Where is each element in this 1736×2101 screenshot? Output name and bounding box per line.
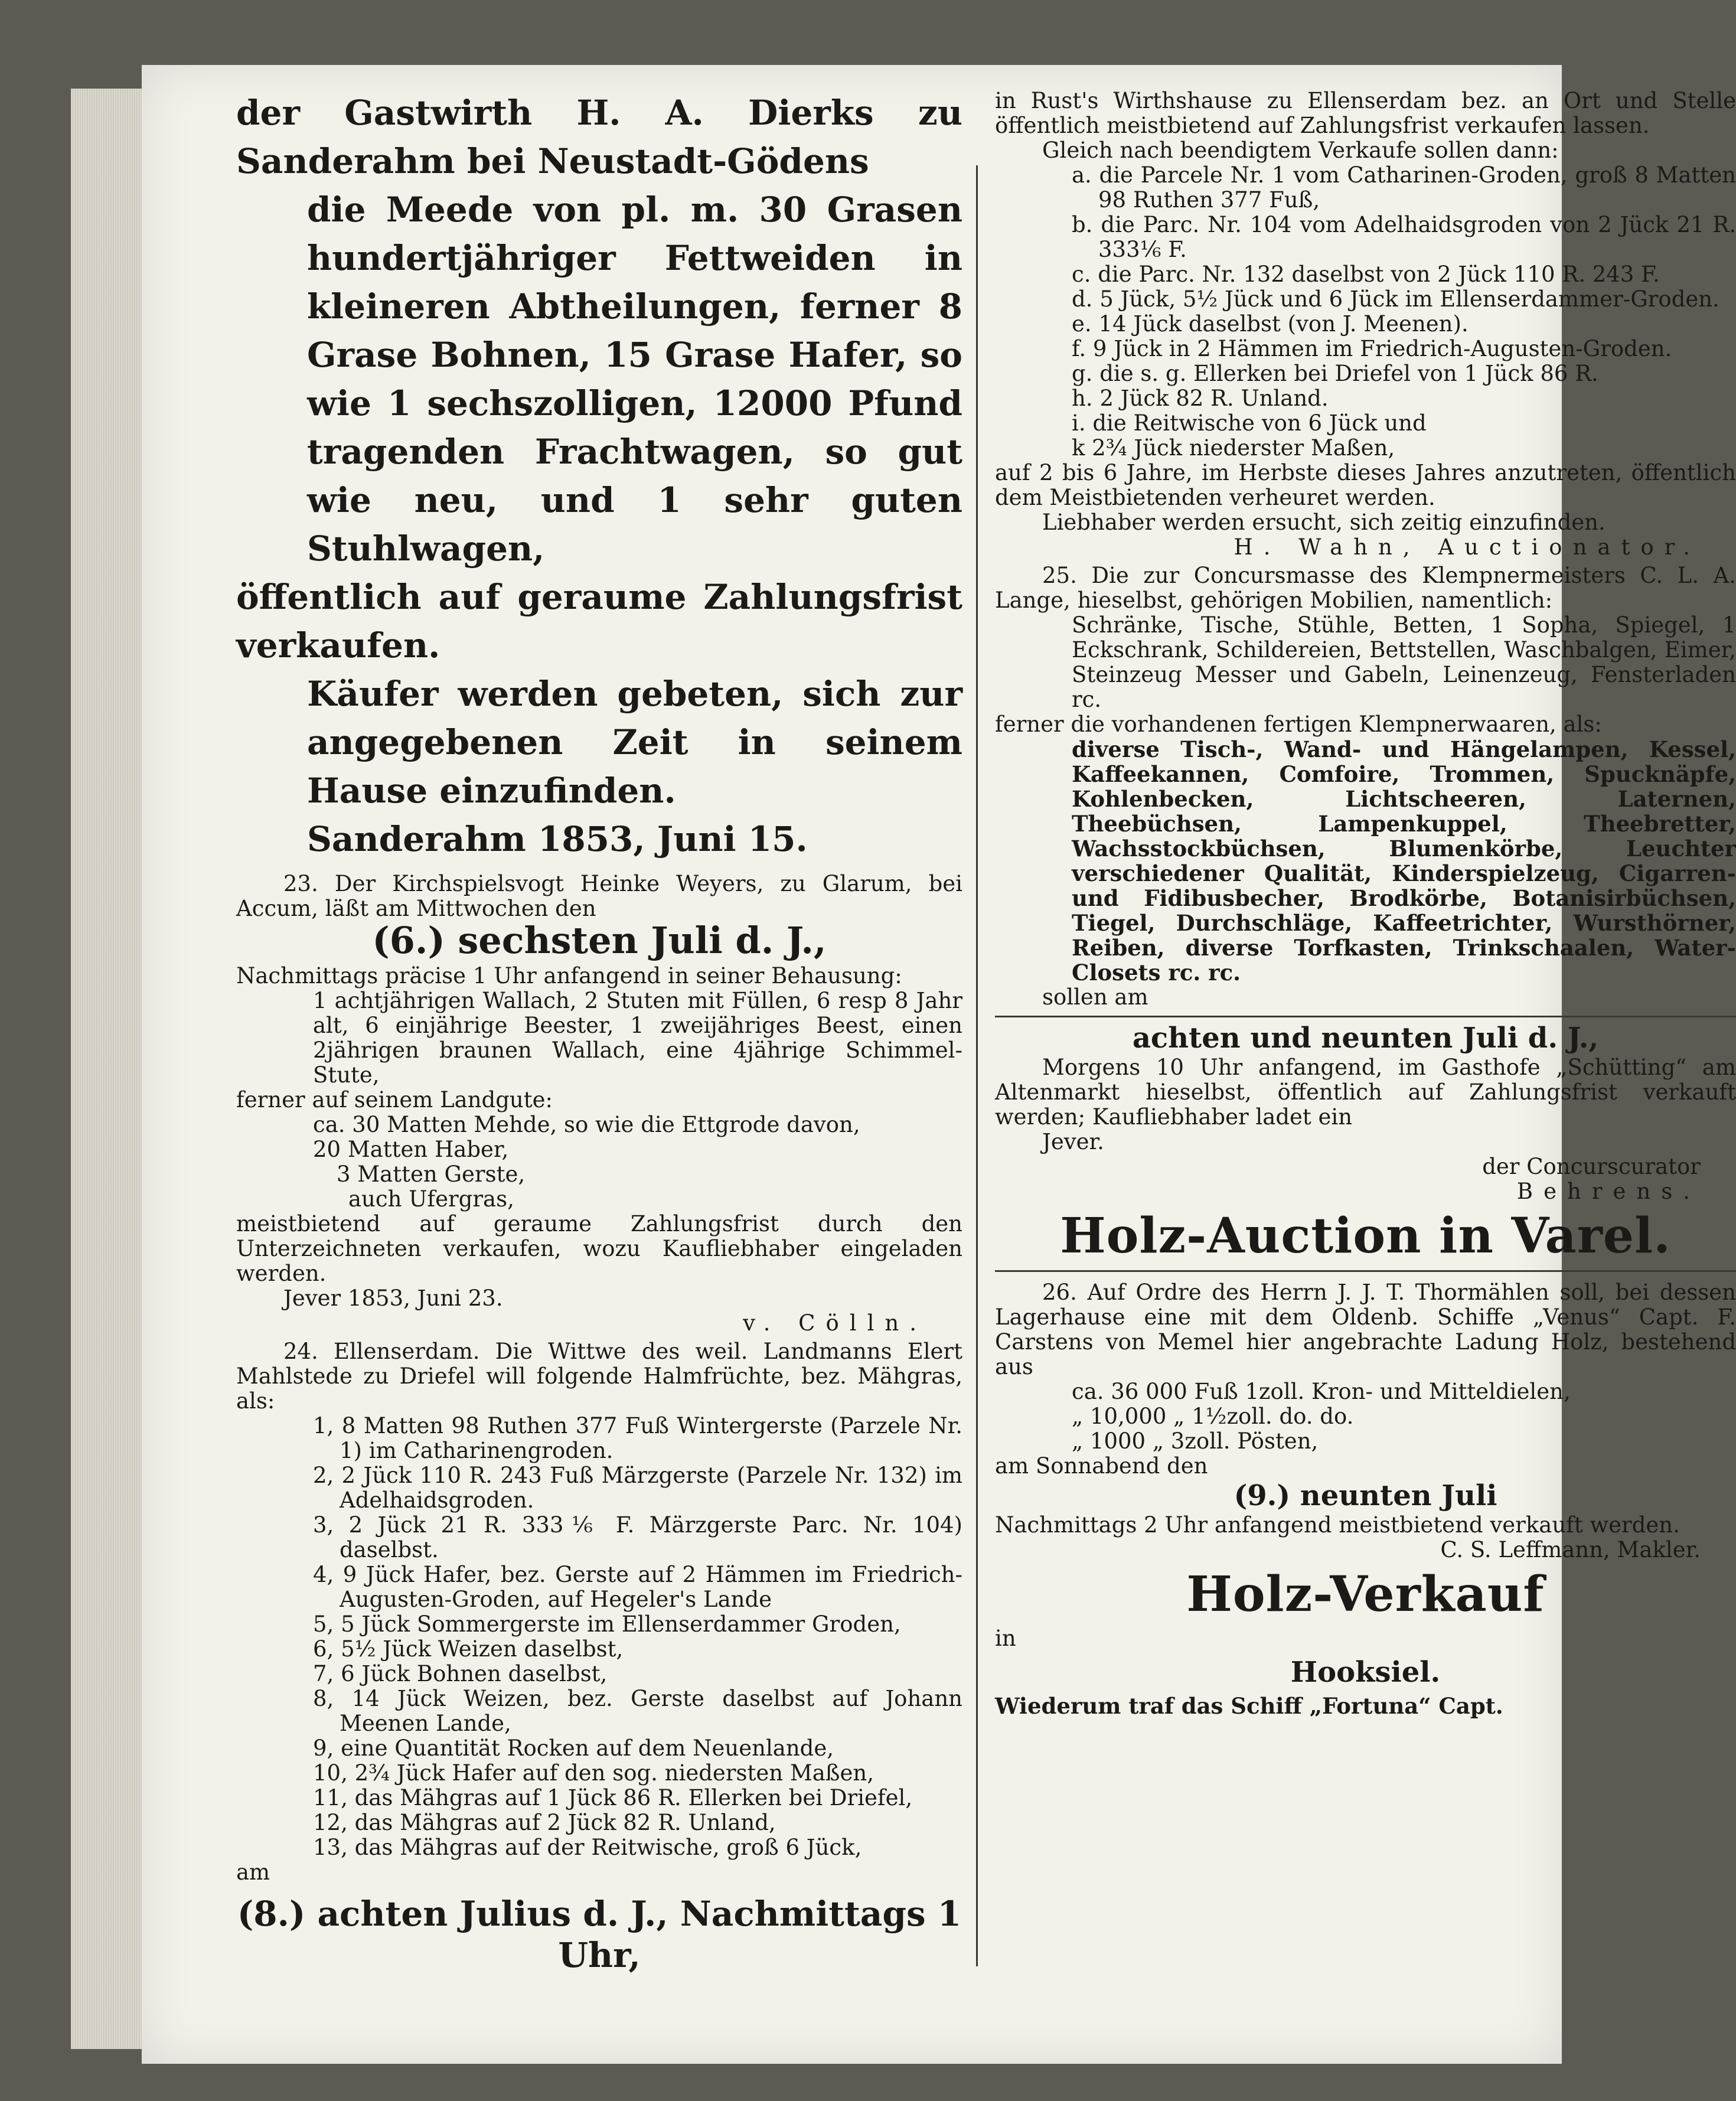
n25-intro: 25. Die zur Concursmasse des Klempnermeisters C. L. A. Lange, hieselbst, gehörigen Mobilien, namentlich: bbox=[995, 563, 1736, 613]
n25-place: Jever. bbox=[1042, 1129, 1104, 1154]
verkauf-place: Hooksiel. bbox=[1290, 1656, 1441, 1689]
n24-item: 11, das Mähgras auf 1 Jück 86 R. Ellerken bei Driefel, bbox=[313, 1785, 913, 1810]
n23-close: meistbietend auf geraume Zahlungsfrist durch den Unterzeichneten verkaufen, wozu Kaufliebhaber eingeladen werden. bbox=[236, 1211, 962, 1286]
n24-then: Gleich nach beendigtem Verkaufe sollen dann: bbox=[1042, 138, 1559, 163]
n23-item: ferner auf seinem Landgute: bbox=[236, 1087, 553, 1113]
n25-text: Morgens 10 Uhr anfangend, im Gasthofe „Schütting“ am Altenmarkt hieselbst, öffentlich auf Zahlungsfrist verkauft werden; Kaufliebhaber ladet ein bbox=[995, 1055, 1736, 1130]
n25-sign1: der Concurscurator bbox=[1482, 1154, 1701, 1179]
dierks-invite: Käufer werden gebeten, sich zur angegebenen Zeit in seinem Hause einzufinden. bbox=[307, 674, 962, 811]
n24-parcel: a. die Parcele Nr. 1 vom Catharinen-Groden, groß 8 Matten 98 Ruthen 377 Fuß, bbox=[1072, 162, 1736, 213]
n25-sollen: sollen am bbox=[1042, 984, 1148, 1010]
n24-item: 2, 2 Jück 110 R. 243 Fuß Märzgerste (Parzele Nr. 132) im Adelhaidsgroden. bbox=[313, 1463, 962, 1513]
n25-date: achten und neunten Juli d. J., bbox=[1132, 1022, 1599, 1055]
n24-item: 9, eine Quantität Rocken auf dem Neuenlande, bbox=[313, 1735, 834, 1761]
n26-text2: Nachmittags 2 Uhr anfangend meistbietend verkauft werden. bbox=[995, 1512, 1680, 1538]
n24-item: 3, 2 Jück 21 R. 333⅙ F. Märzgerste Parc. Nr. 104) daselbst. bbox=[313, 1512, 962, 1562]
n26-item: „ 1000 „ 3zoll. Pösten, bbox=[1072, 1428, 1319, 1454]
n24-parcel: c. die Parc. Nr. 132 daselbst von 2 Jück 110 R. 243 F. bbox=[1072, 262, 1660, 287]
n23-item: 20 Matten Haber, bbox=[313, 1137, 509, 1162]
n24-parcel: h. 2 Jück 82 R. Unland. bbox=[1072, 386, 1329, 411]
n25-items: Schränke, Tische, Stühle, Betten, 1 Sopha, Spiegel, 1 Eckschrank, Schildereien, Bettstellen, Waschbalgen, Eimer, Steinzeug Messer und Gabeln, Leinenzeug, Fensterladen rc. bbox=[1072, 612, 1736, 712]
dierks-goods: die Meede von pl. m. 30 Grasen hundertjähriger Fettweiden in kleineren Abtheilungen, ferner 8 Grase Bohnen, 15 Grase Hafer, so wie 1 sechszolligen, 12000 Pfund tragenden Frachtwagen, so gut wie neu, und 1 sehr guten Stuhlwagen, bbox=[307, 190, 962, 569]
n24-parcel: b. die Parc. Nr. 104 vom Adelhaidsgroden von 2 Jück 21 R. 333⅙ F. bbox=[1072, 212, 1736, 262]
n24-item: 13, das Mähgras auf der Reitwische, groß 6 Jück, bbox=[313, 1835, 862, 1860]
n23-place: Jever 1853, Juni 23. bbox=[283, 1286, 503, 1311]
n24-item: 12, das Mähgras auf 2 Jück 82 R. Unland, bbox=[313, 1810, 776, 1835]
n26-am: am Sonnabend den bbox=[995, 1453, 1208, 1479]
n24-lease: auf 2 bis 6 Jahre, im Herbste dieses Jahres anzutreten, öffentlich dem Meistbietenden verheuret werden. bbox=[995, 460, 1736, 510]
n23-date: (6.) sechsten Juli d. J., bbox=[372, 919, 827, 962]
n24-invite: Liebhaber werden ersucht, sich zeitig einzufinden. bbox=[1042, 510, 1606, 535]
section-rule bbox=[995, 1270, 1736, 1272]
n24-parcel: f. 9 Jück in 2 Hämmen im Friedrich-Augusten-Groden. bbox=[1072, 336, 1672, 361]
column-divider bbox=[976, 165, 978, 1966]
n24-intro: 24. Ellenserdam. Die Wittwe des weil. Landmanns Elert Mahlstede zu Driefel will folgende Halmfrüchte, bez. Mähgras, als: bbox=[236, 1339, 962, 1414]
n23-item: ca. 30 Matten Mehde, so wie die Ettgrode davon, bbox=[313, 1112, 860, 1137]
n25-more: ferner die vorhandenen fertigen Klempnerwaaren, als: bbox=[995, 712, 1602, 737]
dierks-date: Sanderahm 1853, Juni 15. bbox=[307, 819, 808, 859]
n23-item: 3 Matten Gerste, bbox=[337, 1162, 526, 1187]
n24-parcel: e. 14 Jück daselbst (von J. Meenen). bbox=[1072, 311, 1469, 337]
left-column bbox=[236, 89, 962, 1984]
n24-cont: in Rust's Wirthshause zu Ellenserdam bez. an Ort und Stelle öffentlich meistbietend auf Zahlungsfrist verkaufen lassen. bbox=[995, 88, 1736, 138]
notice-23 bbox=[236, 872, 962, 1336]
n24-item: 7, 6 Jück Bohnen daselbst, bbox=[313, 1661, 608, 1686]
notice-25 bbox=[995, 563, 1736, 1204]
n24-item: 10, 2¾ Jück Hafer auf den sog. niedersten Maßen, bbox=[313, 1760, 874, 1786]
section-rule bbox=[995, 1016, 1736, 1017]
n24-parcel: i. die Reitwische von 6 Jück und bbox=[1072, 410, 1427, 436]
n23-item: auch Ufergras, bbox=[348, 1186, 514, 1212]
n24-date: (8.) achten Julius d. J., Nachmittags 1 Uhr, bbox=[237, 1894, 962, 1975]
n24-item: 5, 5 Jück Sommergerste im Ellenserdammer Groden, bbox=[313, 1611, 901, 1637]
n24-am: am bbox=[236, 1859, 270, 1885]
n26-item: ca. 36 000 Fuß 1zoll. Kron- und Mitteldielen, bbox=[1072, 1379, 1571, 1404]
notice-26 bbox=[995, 1280, 1736, 1562]
book-page-edges bbox=[71, 89, 143, 2049]
n24-item: 6, 5½ Jück Weizen daselbst, bbox=[313, 1636, 624, 1662]
dierks-notice bbox=[236, 89, 962, 863]
n26-item: „ 10,000 „ 1½zoll. do. do. bbox=[1072, 1404, 1354, 1429]
n24-sign: H. Wahn, Auctionator. bbox=[1234, 534, 1701, 560]
verkauf-last-line: Wiederum traf das Schiff „Fortuna“ Capt. bbox=[995, 1693, 1503, 1719]
holz-verkauf-heading: Holz-Verkauf bbox=[1186, 1566, 1545, 1623]
n23-item: 1 achtjährigen Wallach, 2 Stuten mit Füllen, 6 resp 8 Jahr alt, 6 einjährige Beester, 1 zweijähriges Beest, einen 2jährigen braunen Wallach, eine 4jährige Schimmel-Stute, bbox=[313, 988, 962, 1088]
n25-sign2: Behrens. bbox=[1516, 1179, 1701, 1204]
notice-24-continued bbox=[995, 89, 1736, 560]
n24-parcel: g. die s. g. Ellerken bei Driefel von 1 Jück 86 R. bbox=[1072, 361, 1598, 386]
holz-auction-heading: Holz-Auction in Varel. bbox=[1060, 1208, 1671, 1264]
right-column bbox=[995, 89, 1736, 1718]
n24-item: 1, 8 Matten 98 Ruthen 377 Fuß Wintergerste (Parzele Nr. 1) im Catharinengroden. bbox=[313, 1413, 962, 1463]
n24-parcel: k 2¾ Jück niederster Maßen, bbox=[1072, 435, 1395, 461]
dierks-sale: öffentlich auf geraume Zahlungsfrist verkaufen. bbox=[236, 577, 962, 665]
n26-date: (9.) neunten Juli bbox=[1234, 1479, 1497, 1512]
n25-wares: diverse Tisch-, Wand- und Hängelampen, Kessel, Kaffeekannen, Comfoire, Trommen, Spucknäpfe, Kohlenbecken, Lichtscheeren, Laternen, Theebüchsen, Lampenkuppel, Theebretter, Wachsstockbüchsen, Blumenkörbe, Leuchter verschiedener Qualität, Kinderspielzeug, Cigarren- und Fidibusbecher, Brodkörbe, Botanisirbüchsen, Tiegel, Durchschläge, Kaffeetrichter, Wursthörner, Reiben, diverse Torfkasten, Trinkschaalen, Water-Closets rc. rc. bbox=[1072, 736, 1736, 986]
n24-item: 4, 9 Jück Hafer, bez. Gerste auf 2 Hämmen im Friedrich-Augusten-Groden, auf Hegeler's Lande bbox=[313, 1562, 962, 1612]
n24-parcel: d. 5 Jück, 5½ Jück und 6 Jück im Ellenserdammer-Groden. bbox=[1072, 286, 1719, 312]
n23-intro: 23. Der Kirchspielsvogt Heinke Weyers, zu Glarum, bei Accum, läßt am Mittwochen den bbox=[236, 871, 962, 921]
n23-text: Nachmittags präcise 1 Uhr anfangend in seiner Behausung: bbox=[236, 963, 902, 988]
n24-item: 8, 14 Jück Weizen, bez. Gerste daselbst auf Johann Meenen Lande, bbox=[313, 1686, 962, 1736]
n23-sign: v. Cölln. bbox=[743, 1310, 927, 1336]
notice-24 bbox=[236, 1339, 962, 1976]
dierks-seller: der Gastwirth H. A. Dierks zu Sanderahm bei Neustadt-Gödens bbox=[236, 93, 962, 181]
n26-sign: C. S. Leffmann, Makler. bbox=[1440, 1537, 1701, 1562]
n26-text: 26. Auf Ordre des Herrn J. J. T. Thormählen soll, bei dessen Lagerhause eine mit dem Oldenb. Schiffe „Venus“ Capt. F. Carstens von Memel hier angebrachte Ladung Holz, bestehend aus bbox=[995, 1280, 1736, 1379]
verkauf-in: in bbox=[995, 1626, 1016, 1651]
